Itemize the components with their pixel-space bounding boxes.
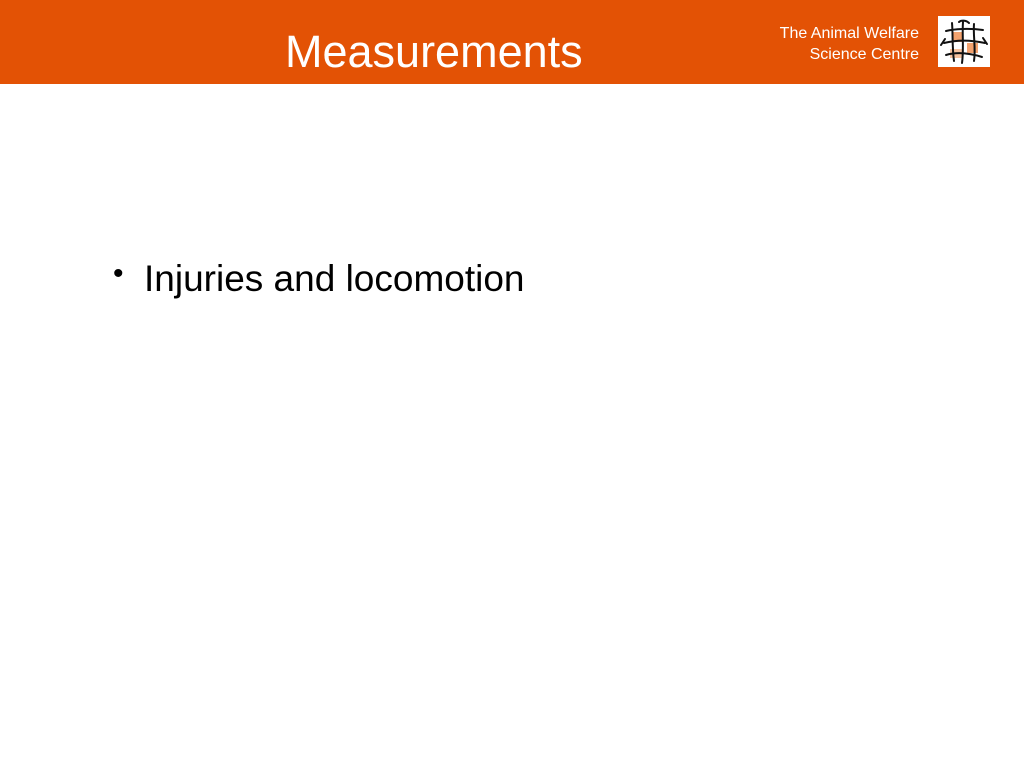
- bullet-list: [113, 257, 525, 300]
- bullet-text: Injuries and locomotion: [144, 258, 525, 299]
- header-bar: [0, 0, 1024, 84]
- organization-name-line-2: Science Centre: [809, 46, 919, 63]
- animal-welfare-logo-icon: [938, 16, 990, 67]
- bullet-item: [113, 257, 525, 300]
- organization-name: [780, 23, 919, 65]
- organization-name-line-1: The Animal Welfare: [779, 25, 919, 42]
- slide-title: Measurements: [285, 26, 583, 77]
- bullet-marker: •: [113, 257, 124, 290]
